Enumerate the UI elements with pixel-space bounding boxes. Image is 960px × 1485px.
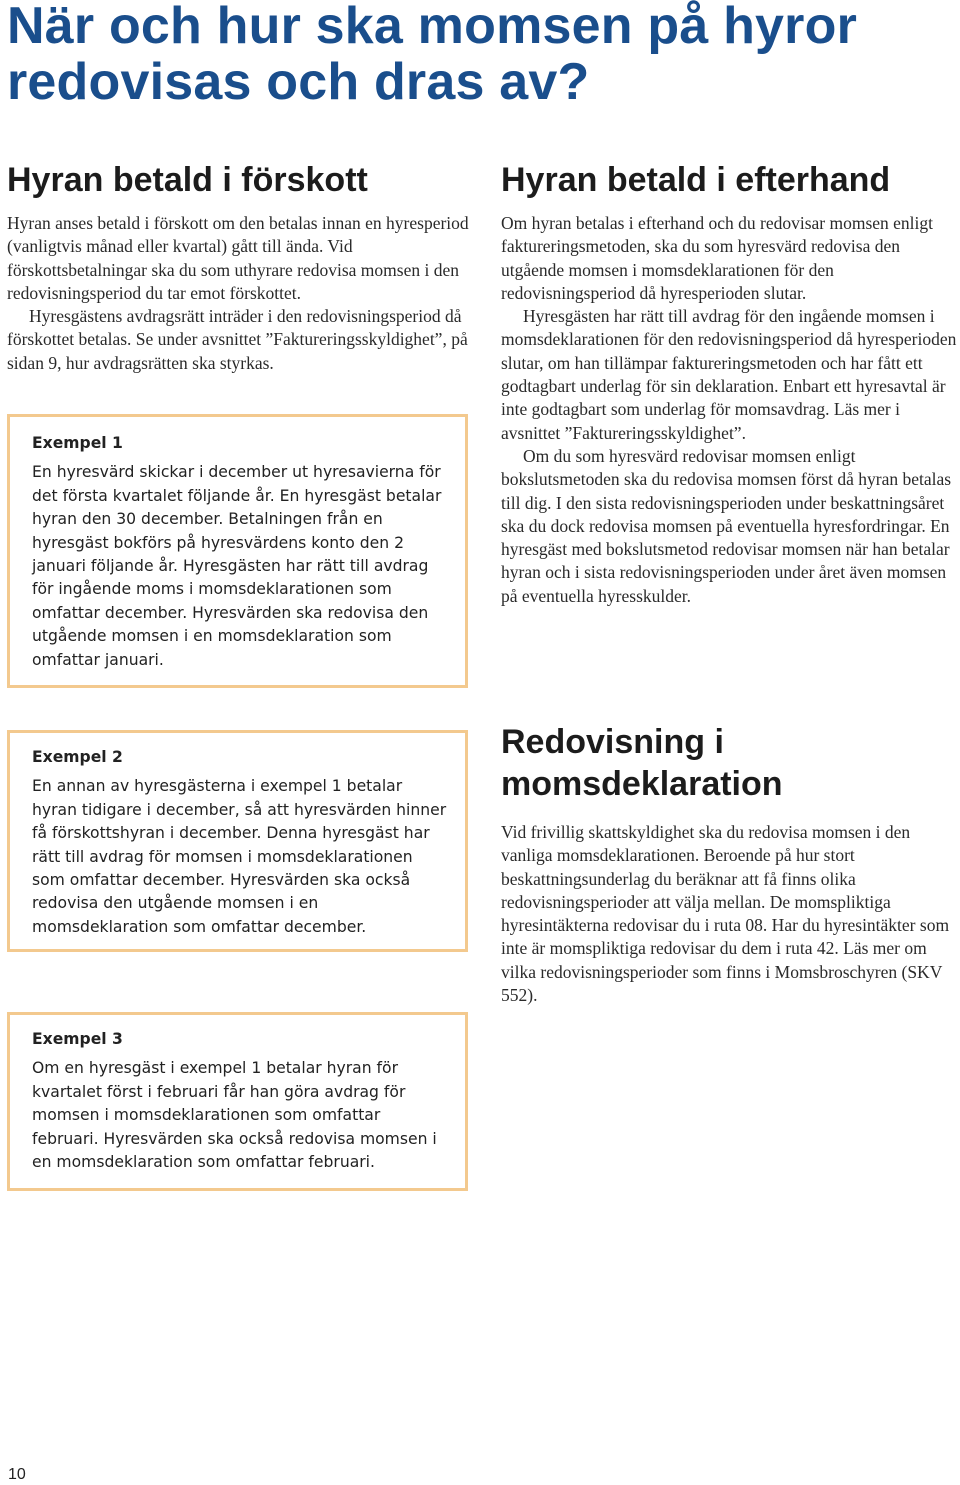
arrears-paragraph-1: Om hyran betalas i efterhand och du redovisar momsen enligt faktureringsmetoden, ska du som hyresvärd redovisa den utgående momsen i momsdeklarationen för den redovisningsperiod då hyresperioden slutar. — [501, 213, 934, 303]
example-2-content — [32, 746, 450, 939]
page-title-line-1: När och hur ska momsen på hyror — [7, 0, 858, 55]
page-title — [7, 0, 907, 110]
example-3-label: Exempel 3 — [32, 1030, 123, 1048]
heading-declaration-line-2: momsdeklaration — [501, 765, 783, 803]
arrears-paragraph-2: Hyresgästen har rätt till avdrag för den ingående momsen i momsdeklarationen för den redovisningsperiod då hyresperioden slutar, om han tillämpar faktureringsmetoden och har fått ett godtagbart underlag för sin deklaration. Enbart ett hyresavtal är inte godtagbart som underlag för momsavdrag. Läs mer i avsnittet ”Faktureringsskyldighet”. — [501, 306, 957, 443]
example-2-label: Exempel 2 — [32, 748, 123, 766]
example-1-text: En hyresvärd skickar i december ut hyresavierna för det första kvartalet följande år. En hyresgäst betalar hyran den 30 december. Betalningen från en hyresgäst bokförs på hyresvärdens konto den 2 januari följande år. Hyresgästen har rätt till avdrag för ingående moms i momsdeklarationen som omfattar december. Hyresvärden ska redovisa den utgående momsen i en momsdeklaration som omfattar januari. — [32, 463, 442, 669]
advance-paragraph-2: Hyresgästens avdragsrätt inträder i den redovisningsperiod då förskottet betalas. Se under avsnittet ”Faktureringsskyldighet”, på sidan 9, hur avdragsrätten ska styrkas. — [7, 306, 468, 373]
example-3-text: Om en hyresgäst i exempel 1 betalar hyran för kvartalet först i februari får han göra avdrag för momsen i momsdeklarationen som omfattar februari. Hyresvärden ska också redovisa momsen i en momsdeklaration som omfattar februari. — [32, 1059, 437, 1172]
arrears-payment-text — [501, 212, 957, 608]
page-number: 10 — [8, 1466, 26, 1483]
heading-advance-payment: Hyran betald i förskott — [7, 161, 368, 199]
example-3-content — [32, 1028, 450, 1174]
example-3-box — [7, 1012, 468, 1191]
advance-payment-text — [7, 212, 469, 375]
example-2-text: En annan av hyresgästerna i exempel 1 betalar hyran tidigare i december, så att hyresvärden hinner få förskottshyran i december. Denna hyresgäst har rätt till avdrag för momsen i momsdeklarationen som omfattar december. Hyresvärden ska också redovisa den utgående momsen i en momsdeklaration som omfattar december. — [32, 777, 447, 936]
heading-declaration — [501, 721, 956, 805]
example-1-box — [7, 414, 468, 688]
heading-arrears-payment: Hyran betald i efterhand — [501, 161, 891, 199]
arrears-paragraph-3: Om du som hyresvärd redovisar momsen enligt bokslutsmetoden ska du redovisa momsen först då hyran betalas till dig. I den sista redovisningsperioden under beskattningsåret ska du dock redovisa momsen på eventuella hyresfordringar. En hyresgäst med bokslutsmetod redovisar momsen när han betalar hyran och i sista redovisningsperioden under året även momsen på eventuella hyresskulder. — [501, 445, 952, 606]
heading-declaration-line-1: Redovisning i — [501, 723, 724, 761]
page-title-line-2: redovisas och dras av? — [7, 53, 590, 111]
example-1-content — [32, 432, 450, 672]
advance-paragraph-1: Hyran anses betald i förskott om den betalas innan en hyresperiod (vanligtvis månad eller kvartal) gått till ända. Vid förskottsbetalningar ska du som uthyrare redovisa momsen i den redovisningsperiod du tar emot förskottet. — [7, 213, 469, 303]
example-2-box — [7, 730, 468, 952]
example-1-label: Exempel 1 — [32, 434, 123, 452]
declaration-text — [501, 821, 957, 1007]
declaration-paragraph-1: Vid frivillig skattskyldighet ska du redovisa momsen i den vanliga momsdeklarationen. Beroende på hur stort beskattningsunderlag du beräknar att få finns olika redovisningsperioder att välja mellan. De momspliktiga hyresintäkterna redovisar du i ruta 08. Har du hyresintäkter som inte är momspliktiga redovisar du dem i ruta 42. Läs mer om vilka redovisningsperioder som finns i Momsbroschyren (SKV 552). — [501, 822, 950, 1006]
